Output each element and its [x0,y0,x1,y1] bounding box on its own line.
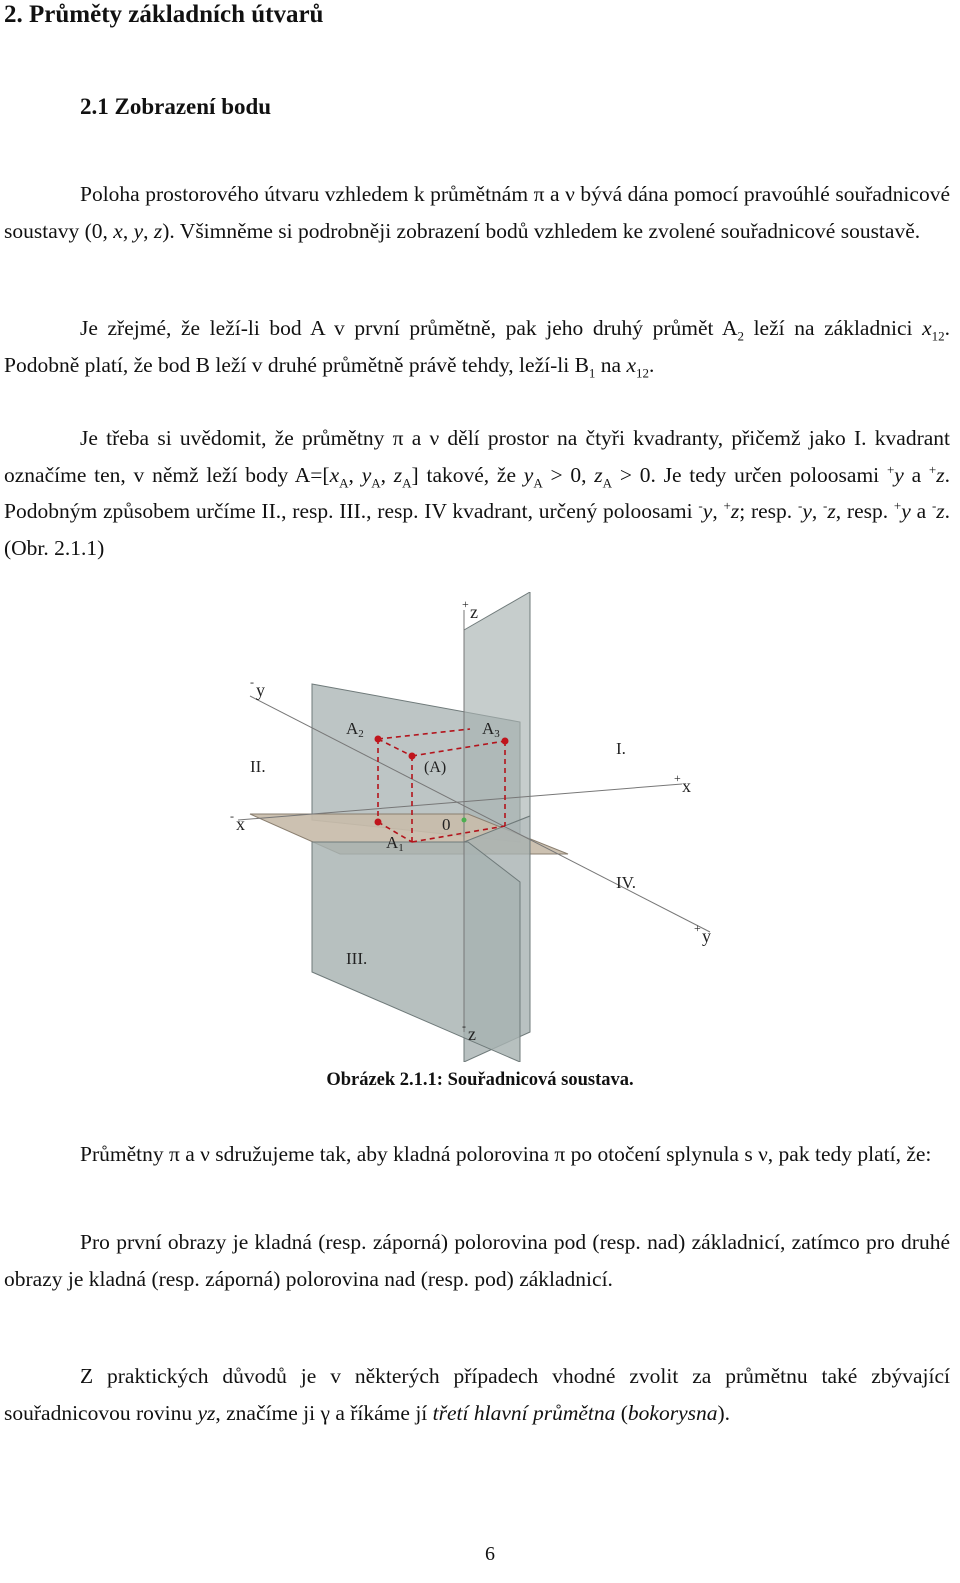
page-number: 6 [485,1543,495,1565]
p2-x: x [922,316,932,340]
paragraph-6 [4,1358,950,1431]
plane-nu-front [312,842,520,1062]
label-a2-letter: A [346,719,359,738]
label-plus-y: y [702,926,711,946]
p6-emphasis-2: bokorysna [627,1400,718,1425]
paragraph-2 [4,310,950,383]
p3-text-12: . (Obr. 2.1.1) [4,499,951,560]
p1-sep-2: , [143,218,154,243]
p3-text-4: > 0. Je tedy určen poloosami [612,462,887,487]
p1-text-a: Poloha prostorového útvaru vzhledem k průmětnám π a ν bývá dána pomocí pravoúhlé souřadnicové soustavy (0, [4,182,950,243]
p2-text-b: leží na základnici [743,316,923,340]
paragraph-3 [4,420,950,566]
p1-sep-1: , [122,218,134,243]
p3-text-9: , [811,499,824,524]
p2-sub-2: 12 [931,328,945,344]
label-minus-x: x [236,814,245,834]
label-plus-z-sign: + [462,597,469,611]
figure-caption: Obrázek 2.1.1: Souřadnicová soustava. [326,1070,634,1090]
p3-text-7: , [712,499,724,524]
label-minus-y: y [256,680,265,700]
label-a3-sub: 3 [494,728,500,740]
p3-y5: y [802,499,812,524]
p2-sub-3: 1 [588,364,596,380]
p3-z: z [393,462,403,487]
p2-sub-1: 2 [737,328,744,344]
label-quadrant-2: II. [250,757,266,776]
label-minus-z: z [468,1024,476,1044]
p3-text-11: a [910,499,932,524]
label-origin: 0 [442,815,451,834]
p3-y2: y [523,462,534,487]
p3-z6: z [936,499,945,524]
label-plus-x-sign: + [674,771,681,785]
p3-text-6: . Podobným způsobem určíme II., resp. III., resp. IV kvadrant, určený poloosami [4,462,951,524]
paragraph-1 [4,176,950,249]
point-a1 [375,819,382,826]
label-plus-y-sign: + [694,921,701,935]
p3-x: x [329,462,340,487]
p3-sub-a2: A [371,474,381,490]
p3-comma-2: , [380,462,394,487]
p6-text-c: ( [615,1400,628,1425]
label-plus-x: x [682,776,691,796]
origin-point [462,818,467,823]
label-a2-sub: 2 [358,728,364,740]
p3-sup-1: + [886,461,895,477]
p2-text-d: na [595,352,627,377]
p3-y: y [361,462,372,487]
p3-z2: z [594,462,603,487]
p4-text: Průmětny π a ν sdružujeme tak, aby kladná polorovina π po otočení splynula s ν, pak tedy platí, že: [80,1142,932,1166]
label-a3-letter: A [482,719,495,738]
p3-sub-a5: A [602,474,613,490]
p1-text-b: ). Všimněme si podrobněji zobrazení bodů vzhledem ke zvolené souřadnicové soustavě. [162,218,921,243]
label-a-paren: (A) [424,759,447,776]
p3-sub-a1: A [339,474,349,490]
p3-text-1: Je třeba si uvědomit, že průmětny π a ν dělí prostor na čtyři kvadranty, přičemž jako I. kvadrant označíme ten, v němž leží body A=[ [4,426,950,487]
p6-text-a: Z praktických důvodů je v některých případech vhodné zvolit za průmětnu také zbývající souřadnicovou rovinu [4,1364,950,1425]
p3-y3: y [894,462,904,487]
p2-sub-4: 12 [636,364,650,380]
p2-text-c: . Podobně platí, že bod B leží v druhé průmětně právě tehdy, leží-li B [4,316,950,377]
p3-sub-a4: A [533,474,543,490]
p3-text-2: ] takové, že [411,462,524,487]
p3-z4: z [730,499,740,524]
label-a1-letter: A [386,833,399,852]
p1-y: y [133,218,144,243]
p3-y4: y [702,499,713,524]
label-minus-z-sign: - [462,1019,466,1033]
p1-z: z [153,218,163,243]
p3-sup-5: - [797,498,803,514]
p3-sup-3: - [698,498,703,514]
p3-text-10: , resp. [835,499,894,524]
p2-text-e: . [649,352,655,377]
label-quadrant-3: III. [346,949,368,968]
p3-text-3: > 0, [542,462,595,487]
p3-y6: y [901,499,911,524]
point-a3 [502,738,509,745]
plane-side-back [464,592,530,842]
paragraph-4 [4,1136,950,1173]
label-quadrant-1: I. [616,739,626,758]
label-a1-sub: 1 [398,842,404,854]
figure-svg [220,592,760,1062]
p3-sup-4: + [723,498,731,514]
p3-sup-2: + [928,461,937,477]
p1-x: x [113,218,123,243]
section-title: 2.1 Zobrazení bodu [80,94,272,119]
chapter-title: 2. Průměty základních útvarů [4,1,324,28]
p2-x2: x [626,352,637,377]
label-minus-y-sign: - [250,675,254,689]
paragraph-5 [4,1224,950,1297]
label-plus-z: z [470,602,478,622]
point-a [409,753,416,760]
p6-yz: yz [197,1400,216,1425]
p3-sup-6: - [823,498,828,514]
p6-text-b: , značíme ji γ a říkáme jí [215,1400,433,1425]
label-quadrant-4: IV. [616,873,636,892]
p6-emphasis: třetí hlavní průmětna [432,1400,616,1425]
figure-coordinate-system [220,592,760,1062]
p3-z3: z [936,462,945,487]
p3-text-5: a [903,462,929,487]
p3-sup-7: + [893,498,902,514]
p3-comma-1: , [348,462,362,487]
p3-sup-8: - [931,498,937,514]
label-minus-x-sign: - [230,809,234,823]
point-a2 [375,736,382,743]
p3-sub-a3: A [402,474,412,490]
p5-text: Pro první obrazy je kladná (resp. záporná) polorovina pod (resp. nad) základnicí, zatímco pro druhé obrazy je kladná (resp. záporná) polorovina nad (resp. pod) základnicí. [4,1230,950,1291]
p3-text-8: ; resp. [739,499,798,524]
p2-text-a: Je zřejmé, že leží-li bod A v první průmětně, pak jeho druhý průmět A [80,316,738,340]
p3-z5: z [827,499,836,524]
p6-text-d: ). [717,1400,731,1425]
